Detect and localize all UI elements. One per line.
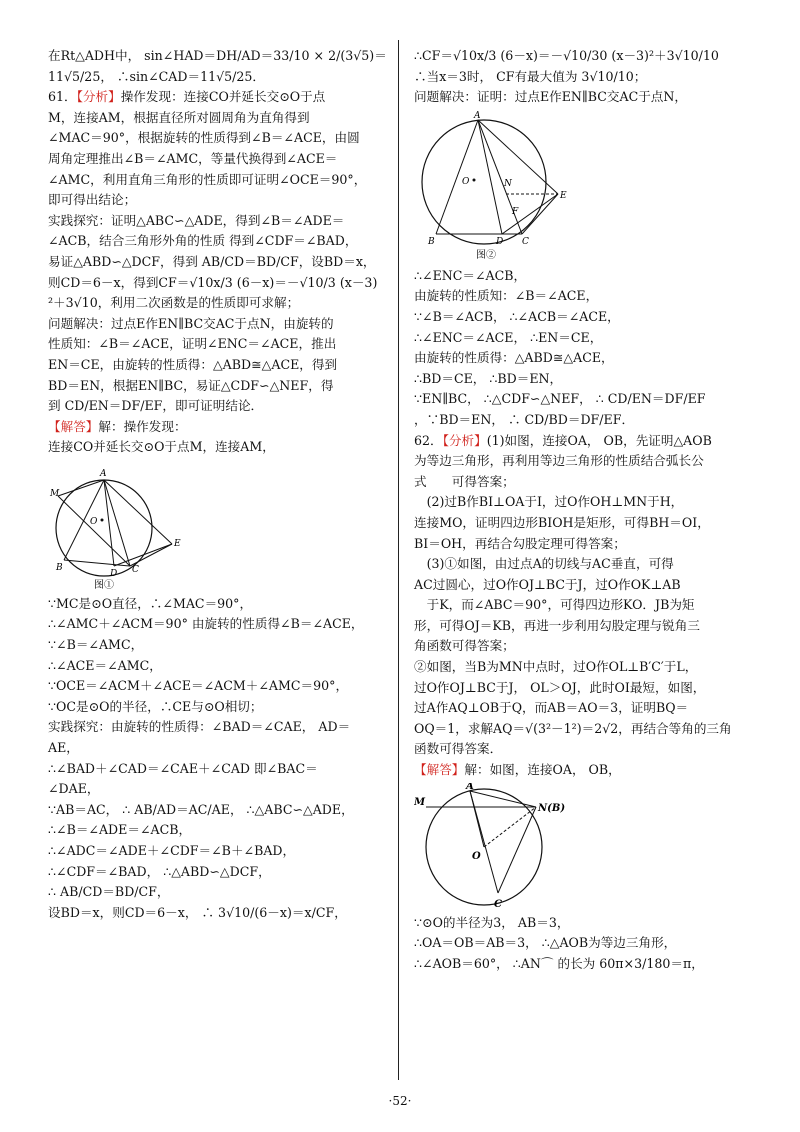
figure-3 [414,783,754,909]
text-line: ∠MAC＝90°，根据旋转的性质得到∠B＝∠ACE，由圆 [48,130,360,146]
text-line: ∴BD＝CE， ∴BD＝EN， [414,370,563,386]
line-ce [130,544,172,566]
label-m: M [414,796,426,808]
text-line: 在Rt△ADH中， sin∠HAD＝DH/AD＝33/10 × 2/(3√5)＝ [48,48,387,63]
text-line: ∴∠ENC＝∠ACE， ∴EN＝CE， [414,329,603,345]
text-line: 由旋转的性质得：△ABD≅△ACE， [414,350,614,366]
text-line: 则CD＝6－x，得到CF＝√10x/3 (6－x)＝－√10/3 (x－3) [48,274,378,290]
figure-1-caption: 图① [94,579,114,590]
text-line: ∴∠ACE＝∠AMC， [48,657,162,673]
right-text-block-b [414,266,754,781]
text-line: ∵∠B＝∠ACB， ∴∠ACB＝∠ACE， [414,308,620,324]
text-line: ∴∠B＝∠ADE＝∠ACB， [48,822,192,838]
text-line: ∵⊙O的半径为3， AB＝3， [414,914,570,930]
text-line: M，连接AM，根据直径所对圆周角为直角得到 [48,109,310,125]
text-line: ∵OC是⊙O的半径，∴CE与⊙O相切； [48,698,263,714]
text-line: ∵MC是⊙O直径，∴∠MAC＝90°， [48,595,253,611]
figure-1 [48,460,384,590]
text-line: ∵∠B＝∠AMC， [48,637,144,653]
text-line: 形，可得OJ＝KB，再进一步利用勾股定理与锐角三 [414,617,700,633]
text-line: 易证△ABD∽△DCF，得到 AB/CD＝BD/CF，设BD＝x， [48,253,376,269]
line-de [502,194,558,234]
text-line: 为等边三角形，再利用等边三角形的性质结合弧长公 [414,453,704,469]
text-line: 问题解决：过点E作EN∥BC交AC于点N，由旋转的 [48,315,334,331]
text-line: 连接CO并延长交⊙O于点M，连接AM， [48,439,275,455]
text-line: ∴∠BAD＋∠CAD＝∠CAE＋∠CAD 即∠BAC＝ [48,760,318,776]
center-dot [473,178,476,181]
text-line: ∴∠AOB＝60°， ∴AN⌒ 的长为 60π×3/180＝π， [414,955,704,971]
text-line: 性质知：∠B＝∠ACE，证明∠ENC＝∠ACE，推出 [48,336,337,352]
text-line: ∠ACB，结合三角形外角的性质 得到∠CDF＝∠BAD， [48,233,358,249]
text-line: 周角定理推出∠B＝∠AMC，等量代换得到∠ACE＝ [48,150,338,166]
text-line: 角函数可得答案； [414,638,515,654]
text-line: 即可得出结论； [48,192,137,208]
text-line: 由旋转的性质知：∠B＝∠ACE， [414,288,599,304]
column-divider [398,40,399,1080]
label-a: A [100,468,107,479]
left-text-block-b [48,594,384,924]
text-line: 于K，而∠ABC＝90°，可得四边形KO．JB为矩 [414,597,695,613]
label-a: A [466,782,474,792]
text-line: ²＋3√10，利用二次函数是的性质即可求解； [48,295,300,311]
label-c: C [522,236,529,247]
text-line: BI＝OH，再结合勾股定理可得答案； [414,535,626,551]
text-line: ∵EN∥BC， ∴△CDF∽△NEF， ∴ CD/EN＝DF/EF [414,391,706,407]
text-line: 问题解决：证明：过点E作EN∥BC交AC于点N， [414,89,688,105]
right-column [414,46,754,974]
text-line: (3)①如图，由过点A的切线与AC垂直，可得 [414,556,674,572]
text-line: 连接MO，证明四边形BIOH是矩形，可得BH＝OI， [414,514,710,530]
text-line: 过O作OJ⊥BC于J， OL＞OJ，此时OI最短，如图， [414,679,706,695]
text-line: 式 可得答案； [414,473,515,489]
line-ae [478,120,558,194]
figure-2-diagram [414,110,584,262]
label-c: C [494,898,502,909]
text-line: ∵AB＝AC， ∴ AB/AD＝AC/AE， ∴△ABC∽△ADE， [48,801,354,817]
label-f: F [512,206,519,217]
right-text-block-c [414,913,754,975]
right-text-block-a [414,46,754,108]
left-text-block-a [48,46,387,458]
label-d: D [110,568,118,579]
text-line: ②如图，当B为MN中点时，过O作OL⊥B′C′于L， [414,659,698,675]
text-line: 过A作AQ⊥OB于Q，而AB＝AO＝3，证明BQ＝ [414,700,689,716]
figure-2-caption: 图② [476,249,496,261]
text-line: (2)过B作BI⊥OA于I，过O作OH⊥MN于H， [414,494,684,510]
line-ab [470,791,536,807]
text-line: ∴∠AMC＋∠ACM＝90° 由旋转的性质得∠B＝∠ACE， [48,616,364,632]
label-c: C [132,564,139,575]
text-line: 实践探究：由旋转的性质得：∠BAD＝∠CAE， AD＝ [48,719,351,735]
text-line: 到 CD/EN＝DF/EF，即可证明结论． [48,398,264,414]
label-n-b: N(B) [538,802,566,814]
text-line: 61．【分析】操作发现：连接CO并延长交⊙O于点 [48,89,326,105]
text-line: EN＝CE，由旋转的性质得：△ABD≅△ACE，得到 [48,356,338,372]
text-line: 【解答】解：操作发现： [48,418,187,434]
label-a: A [474,110,481,121]
text-line: 函数可得答案． [414,741,503,757]
label-d: D [496,236,504,247]
text-line: 实践探究：证明△ABC∽△ADE，得到∠B＝∠ADE＝ [48,212,345,228]
line-ad [478,120,502,234]
text-line: AC过圆心，过O作OJ⊥BC于J，过O作OK⊥AB [414,576,681,592]
label-b: B [428,236,435,247]
text-line: ∠DAE， [48,781,100,797]
text-line: ∵OCE＝∠ACM＋∠ACE＝∠ACM＋∠AMC＝90°， [48,678,349,694]
line-ce [522,194,558,234]
label-m: M [50,488,60,499]
text-line: 62．【分析】(1)如图，连接OA， OB，先证明△AOB [414,432,712,448]
figure-3-diagram [414,783,594,909]
text-line: ，∵BD＝EN， ∴ CD/BD＝DF/EF． [414,411,635,427]
text-line: OQ＝1，求解AQ＝√(3²－1²)＝2√2，再结合等角的三角 [414,720,732,736]
label-e: E [560,190,567,201]
line-ad [104,480,114,566]
figure-2 [414,110,754,262]
label-o: O [472,850,481,862]
circle-o [422,120,546,244]
text-line: ∴OA＝OB＝AB＝3， ∴△AOB为等边三角形， [414,935,677,951]
page-number: ·52· [388,1094,412,1108]
line-bc [498,807,536,893]
label-e: E [174,538,181,549]
line-ab [436,120,478,234]
text-line: ∴CF＝√10x/3 (6－x)＝－√10/30 (x－3)²＋3√10/10 [414,48,719,63]
text-line: BD＝EN，根据EN∥BC，易证△CDF∽△NEF，得 [48,377,334,393]
text-line: 11√5/25， ∴sin∠CAD＝11√5/25． [48,68,266,84]
text-line: AE， [48,740,79,756]
label-o: O [90,516,98,527]
line-de [114,544,172,566]
left-column [48,46,387,923]
line-ob [484,807,536,847]
label-o: O [462,176,470,187]
center-dot [101,518,104,521]
text-line: ∠AMC，利用直角三角形的性质即可证明∠OCE＝90°， [48,171,367,187]
text-line: ∴ AB/CD＝BD/CF， [48,884,170,900]
label-b: B [56,562,63,573]
text-line: 设BD＝x，则CD＝6－x， ∴ 3√10/(6－x)＝x/CF， [48,904,347,920]
line-ae [104,480,172,544]
text-line: ∴∠ADC＝∠ADE＋∠CDF＝∠B＋∠BAD， [48,843,296,858]
text-line: ∴∠CDF＝∠BAD， ∴△ABD∽△DCF， [48,863,271,879]
figure-1-diagram [48,460,198,590]
text-line: ∴∠ENC＝∠ACB， [414,267,527,283]
text-line: 【解答】解：如图，连接OA， OB， [414,762,621,778]
line-ac [470,791,498,893]
label-n: N [504,178,512,189]
text-line: ∴当x＝3时， CF有最大值为 3√10/10； [414,68,647,84]
